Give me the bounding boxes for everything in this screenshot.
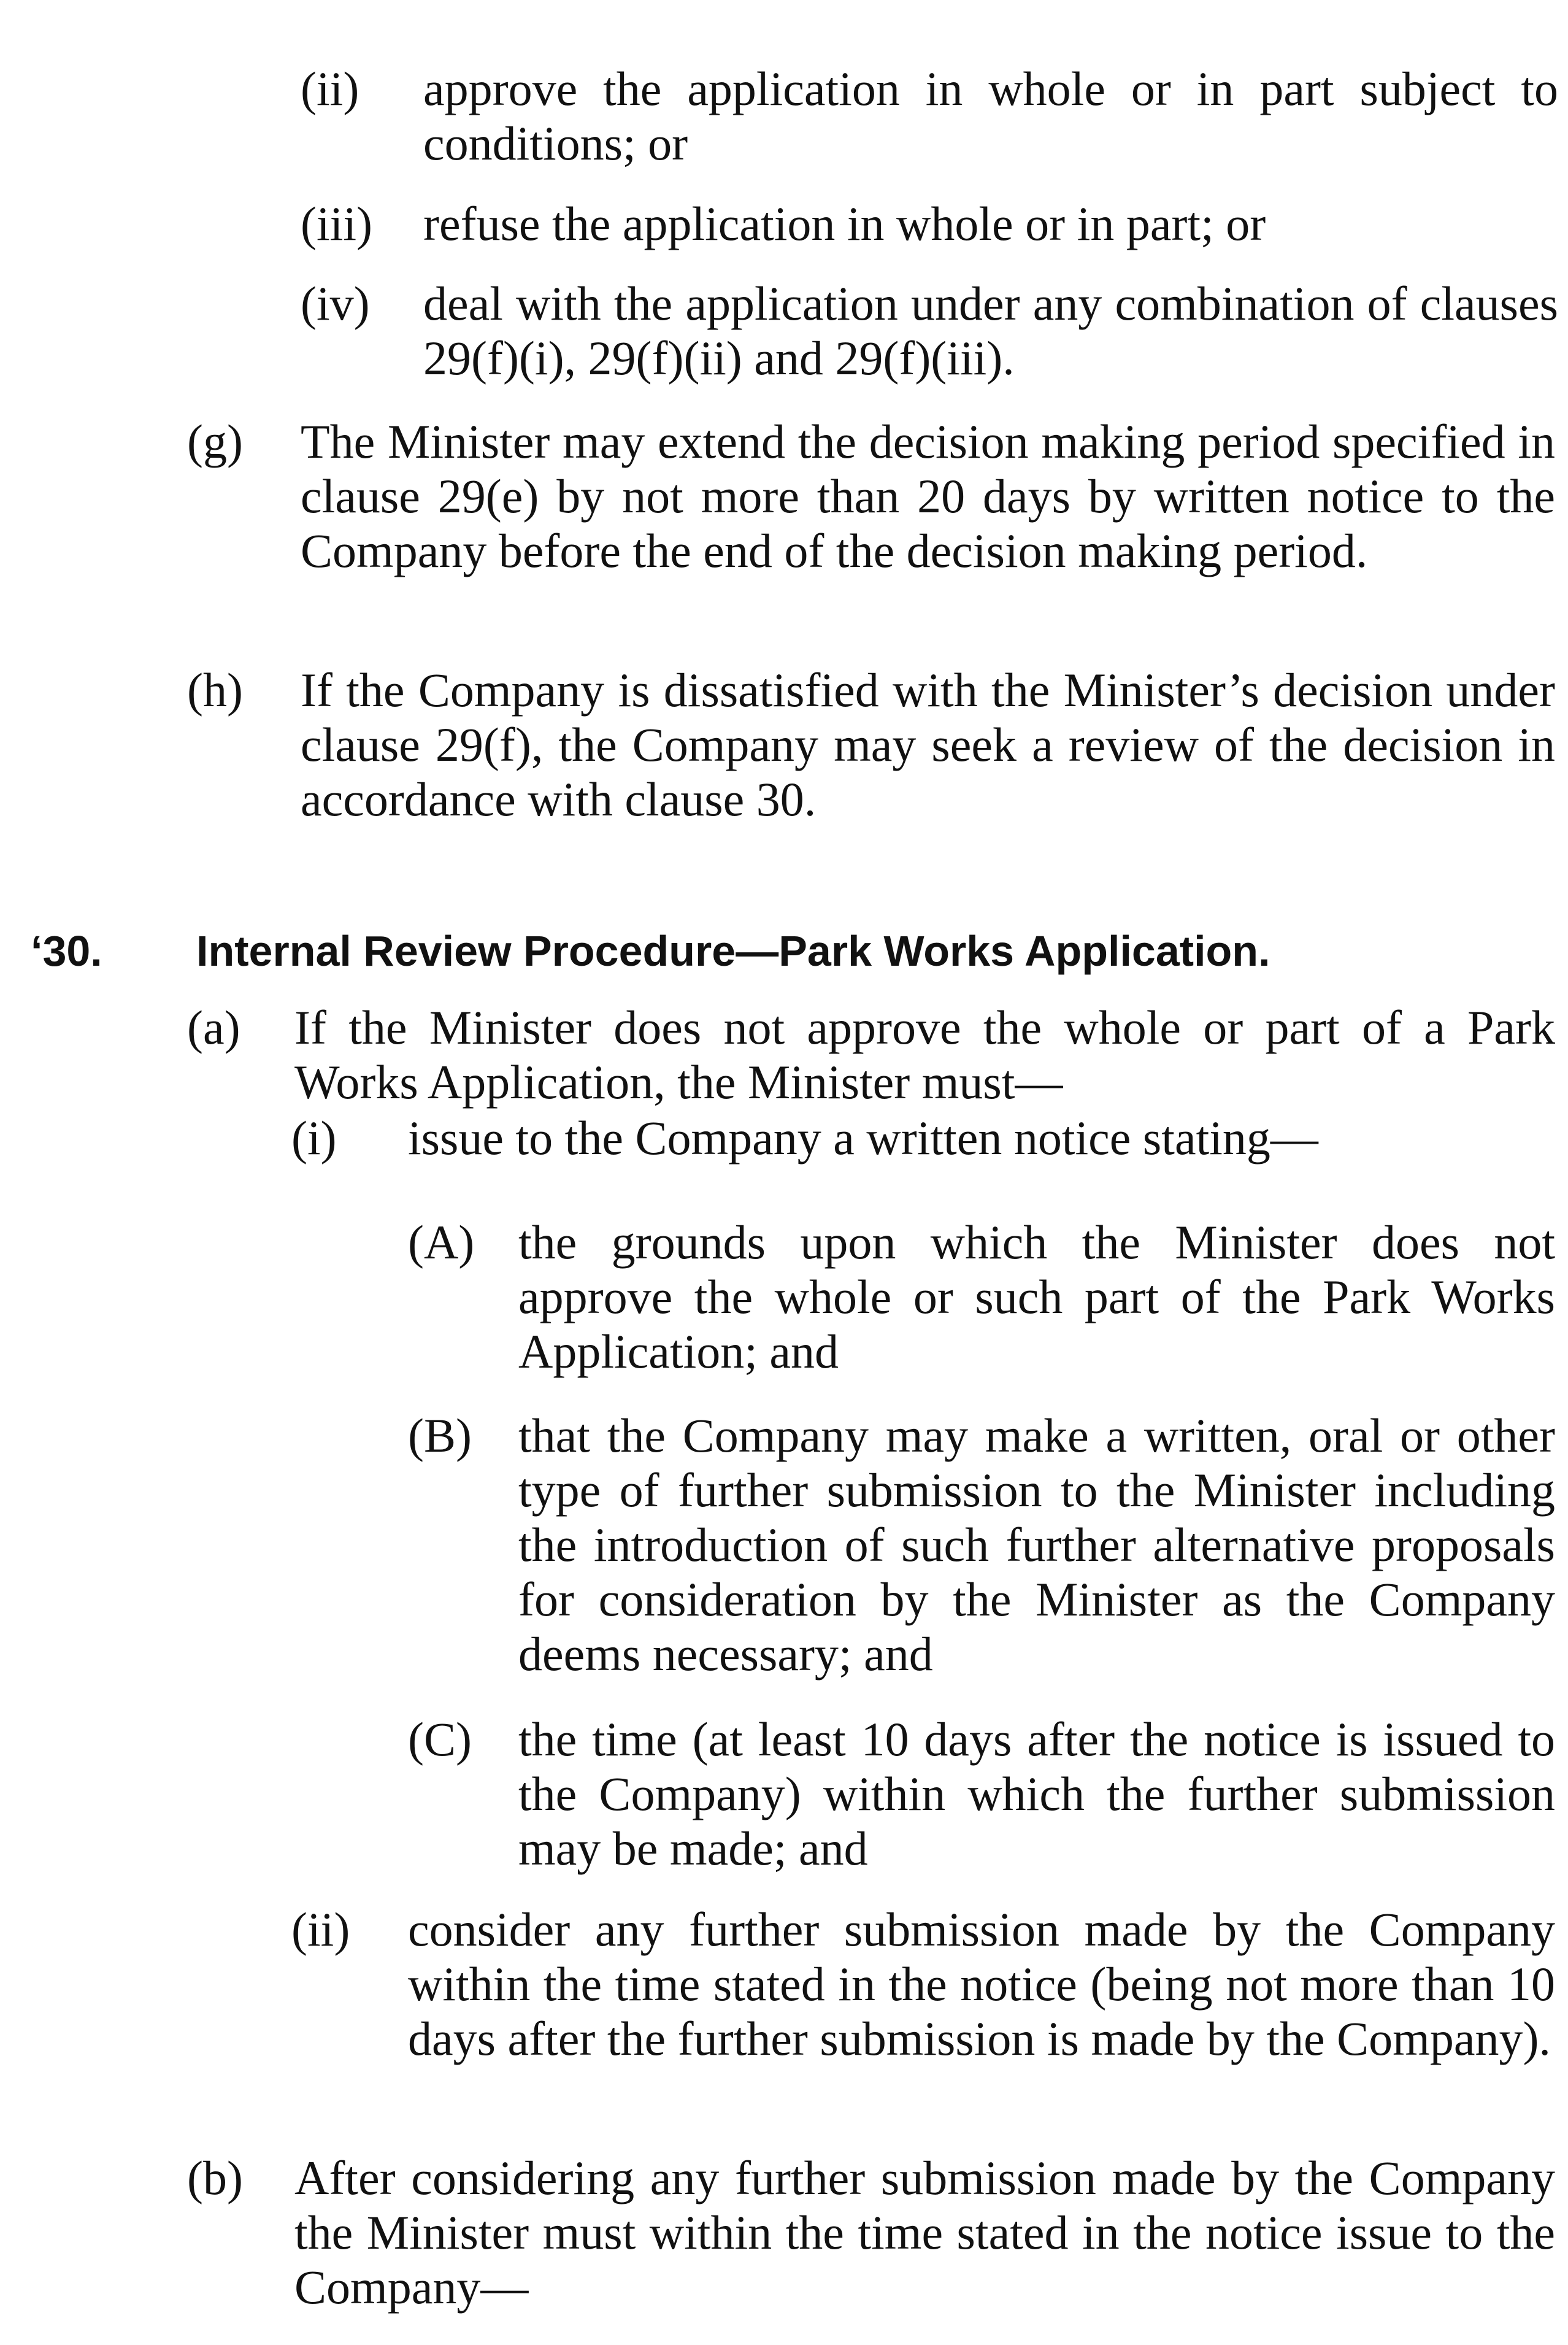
- item-text: the grounds upon which the Minister does not approve the whole or such part of the Park Works Application; and: [518, 1215, 1555, 1378]
- item-label: (ii): [291, 1903, 350, 1956]
- clause-30-a-i-C: [408, 1712, 1555, 1876]
- item-text: If the Company is dissatisfied with the Minister’s decision under clause 29(f), the Company may seek a review of the decision in accordance with clause 30.: [301, 663, 1555, 826]
- item-label: (g): [187, 415, 243, 468]
- item-label: (ii): [301, 62, 359, 115]
- item-text: consider any further submission made by the Company within the time stated in the notice (being not more than 10 days after the further submission is made by the Company).: [408, 1903, 1555, 2065]
- clause-title: Internal Review Procedure—Park Works Application.: [196, 927, 1270, 975]
- item-text: that the Company may make a written, oral or other type of further submission to the Minister including the introduction of such further alternative proposals for consideration by the Minister as the Company deems necessary; and: [518, 1409, 1555, 1681]
- item-text: issue to the Company a written notice stating—: [408, 1111, 1318, 1165]
- clause-29-f-ii: [301, 61, 1558, 171]
- item-text: refuse the application in whole or in part; or: [423, 197, 1266, 250]
- clause-30-a-i-B: [408, 1408, 1555, 1681]
- clause-29-g: [187, 414, 1555, 578]
- clause-30-a-i-A: [408, 1215, 1555, 1379]
- clause-29-h: [187, 663, 1555, 826]
- item-label: (C): [408, 1712, 472, 1766]
- clause-30-a-i: [291, 1111, 1555, 1165]
- item-label: (iv): [301, 277, 370, 330]
- item-label: (B): [408, 1409, 472, 1462]
- clause-number: ‘30.: [31, 927, 102, 975]
- item-label: (A): [408, 1215, 475, 1269]
- clause-29-f-iii: [301, 196, 1558, 251]
- clause-30-a: [187, 1000, 1555, 1109]
- clause-30-heading: [31, 920, 1552, 982]
- item-label: (b): [187, 2151, 243, 2204]
- item-text: approve the application in whole or in part subject to conditions; or: [423, 62, 1558, 170]
- item-label: (i): [291, 1111, 337, 1165]
- clause-30-a-ii: [291, 1902, 1555, 2066]
- item-label: (iii): [301, 197, 372, 250]
- clause-30-b: [187, 2151, 1555, 2314]
- item-text: deal with the application under any combination of clauses 29(f)(i), 29(f)(ii) and 29(f)(iii).: [423, 277, 1558, 385]
- item-text: The Minister may extend the decision making period specified in clause 29(e) by not more than 20 days by written notice to the Company before the end of the decision making period.: [301, 415, 1555, 577]
- item-text: the time (at least 10 days after the notice is issued to the Company) within which the further submission may be made; and: [518, 1712, 1555, 1875]
- item-text: If the Minister does not approve the whole or part of a Park Works Application, the Minister must—: [294, 1001, 1555, 1109]
- item-label: (a): [187, 1001, 240, 1054]
- item-text: After considering any further submission made by the Company the Minister must within the time stated in the notice issue to the Company—: [294, 2151, 1555, 2314]
- clause-29-f-iv: [301, 276, 1558, 385]
- item-label: (h): [187, 663, 243, 717]
